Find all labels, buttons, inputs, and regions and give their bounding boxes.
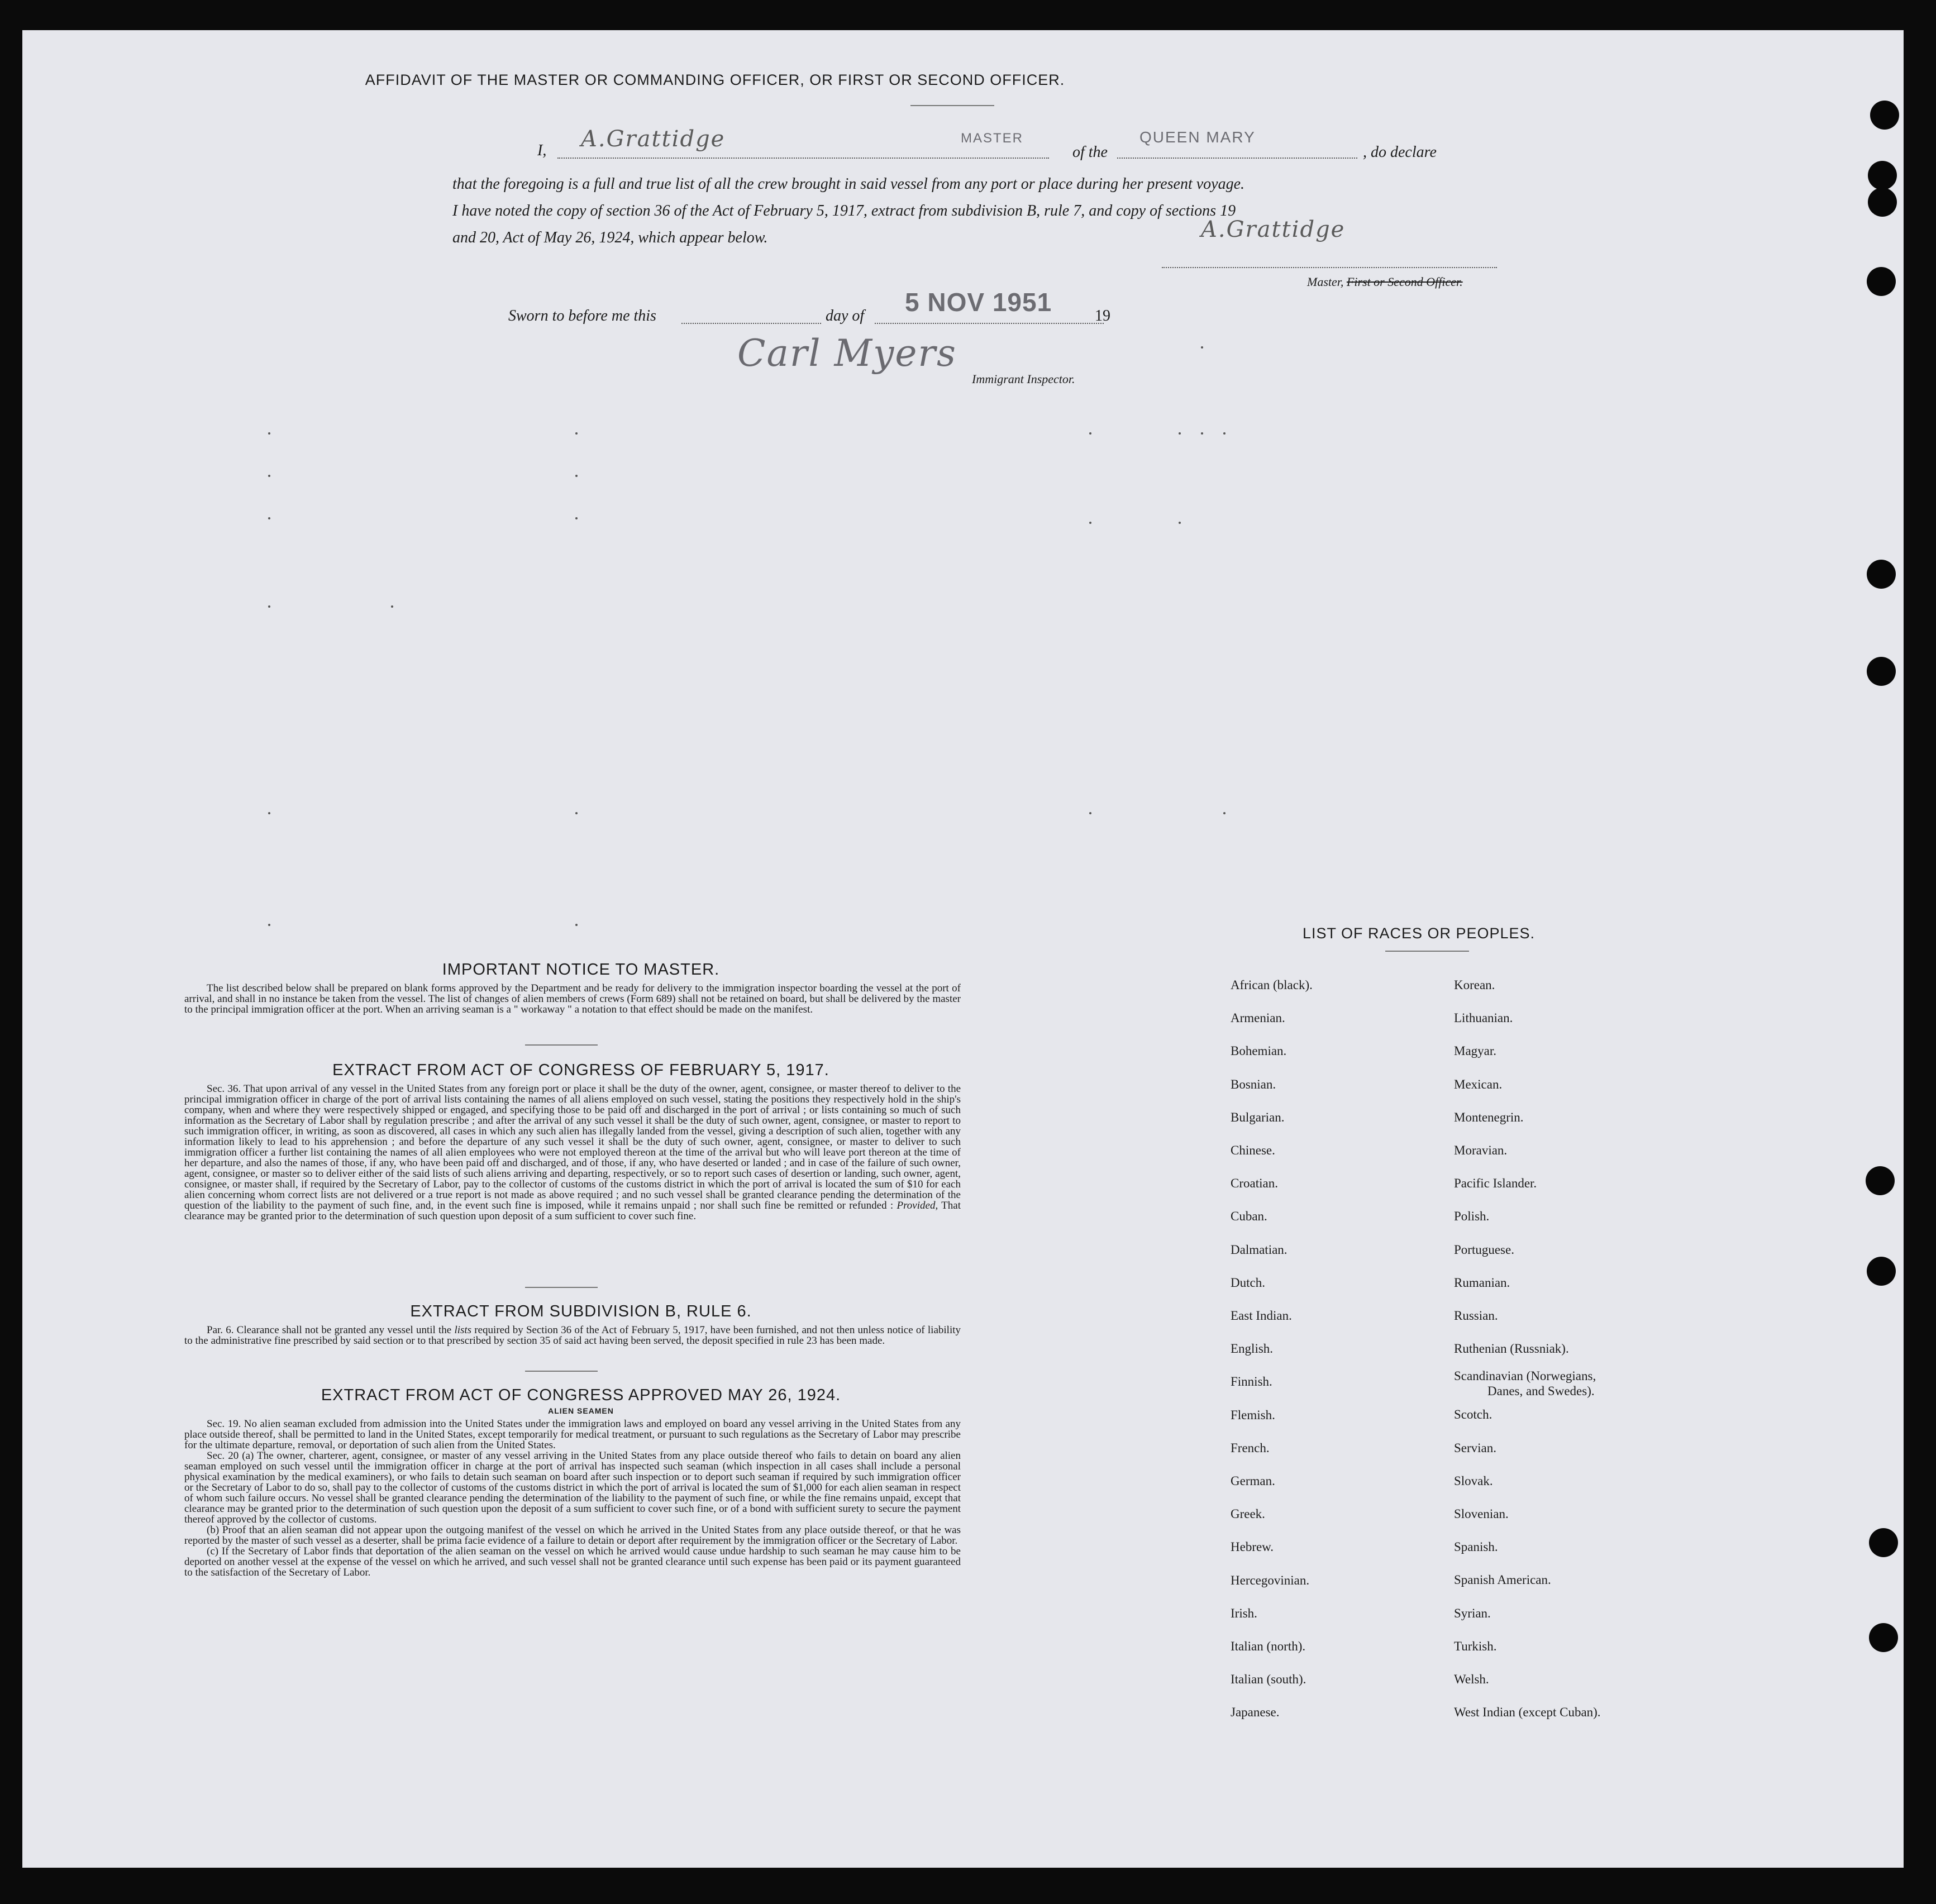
race-item: Hercegovinian.: [1231, 1573, 1310, 1587]
race-item: Polish.: [1454, 1209, 1490, 1224]
race-item: Rumanian.: [1454, 1275, 1510, 1290]
race-item: Italian (north).: [1231, 1639, 1306, 1654]
master-signature: A.Grattidge: [581, 126, 726, 152]
day-of-label: day of: [826, 307, 865, 325]
race-item: Scandinavian (Norwegians,: [1454, 1369, 1596, 1383]
affidavit-line-2: I have noted the copy of section 36 of the Act of February 5, 1917, extract from subdivision B, rule 7, and copy of sections 19: [452, 202, 1236, 219]
race-item: Irish.: [1231, 1606, 1257, 1620]
notice-title: IMPORTANT NOTICE TO MASTER.: [442, 961, 720, 979]
extract-1924-text: [184, 1419, 961, 1578]
race-item: East Indian.: [1231, 1309, 1292, 1323]
race-item: Armenian.: [1231, 1011, 1285, 1025]
i-label: I,: [537, 142, 547, 159]
punch-hole: [1869, 1528, 1898, 1557]
race-item: Flemish.: [1231, 1407, 1275, 1422]
inspector-signature: Carl Myers: [737, 332, 957, 375]
punch-hole: [1868, 188, 1897, 217]
race-item: Spanish American.: [1454, 1573, 1551, 1587]
race-item: Japanese.: [1231, 1705, 1280, 1720]
race-item: Bosnian.: [1231, 1077, 1276, 1091]
punch-hole: [1867, 560, 1896, 589]
master-signature-2: A.Grattidge: [1201, 217, 1346, 242]
race-item: English.: [1231, 1342, 1274, 1356]
sworn-label: Sworn to before me this: [508, 307, 656, 325]
race-item: Cuban.: [1231, 1209, 1267, 1224]
form-page: [22, 30, 1904, 1868]
date-stamp: 5 NOV 1951: [905, 288, 1052, 317]
race-item: Slovenian.: [1454, 1507, 1509, 1521]
notice-text: The list described below shall be prepared on blank forms approved by the Department and be ready for delivery to the immigration inspector boarding the vessel at the port of arrival, and shall in no instance be taken from the vessel. The list of changes of alien members of crews (Form 689) shall not be retained on board, but shall be delivered by the master to the principal immigration officer at the port. When an arriving seaman is a " workaway " a notation to that effect should be made on the manifest.: [184, 982, 961, 1015]
race-item: Spanish.: [1454, 1540, 1498, 1554]
punch-hole: [1867, 267, 1896, 296]
race-item: West Indian (except Cuban).: [1454, 1705, 1601, 1720]
extract-1917-title: EXTRACT FROM ACT OF CONGRESS OF FEBRUARY 5, 1917.: [332, 1061, 829, 1079]
race-item: Chinese.: [1231, 1143, 1275, 1158]
race-item: Russian.: [1454, 1309, 1498, 1323]
races-left-column: [1231, 968, 1313, 1729]
punch-hole: [1869, 1623, 1898, 1652]
race-item: Dutch.: [1231, 1275, 1265, 1290]
affidavit-line-3: and 20, Act of May 26, 1924, which appear below.: [452, 229, 768, 246]
punch-hole: [1870, 101, 1899, 130]
extract-1924-title: EXTRACT FROM ACT OF CONGRESS APPROVED MAY 26, 1924.: [321, 1386, 841, 1404]
race-item: Bulgarian.: [1231, 1110, 1285, 1124]
race-item: Magyar.: [1454, 1044, 1497, 1058]
race-item: Servian.: [1454, 1440, 1497, 1455]
affidavit-title: AFFIDAVIT OF THE MASTER OR COMMANDING OFFICER, OR FIRST OR SECOND OFFICER.: [365, 71, 1065, 88]
race-item: German.: [1231, 1474, 1275, 1488]
race-item: Croatian.: [1231, 1176, 1278, 1191]
race-item: Bohemian.: [1231, 1044, 1287, 1058]
punch-hole: [1867, 1257, 1896, 1286]
races-title: LIST OF RACES OR PEOPLES.: [1302, 925, 1536, 942]
race-item: Slovak.: [1454, 1473, 1493, 1488]
race-item: Montenegrin.: [1454, 1110, 1524, 1124]
race-item: Ruthenian (Russniak).: [1454, 1342, 1569, 1356]
rank-stamp: MASTER: [961, 131, 1024, 146]
punch-hole: [1867, 657, 1896, 686]
sec-19: Sec. 19. No alien seaman excluded from admission into the United States under the immigration laws and employed on board any vessel arriving in the United States from any place outside thereof, shall be permitted to land in the United States, except temporarily for medical treatment, or pursuant to such regulations as the Secretary of Labor may prescribe for the ultimate departure, removal, or deportation of such alien from the United States.: [184, 1418, 961, 1451]
race-item: Italian (south).: [1231, 1672, 1306, 1687]
sec-20a: Sec. 20 (a) The owner, charterer, agent, consignee, or master of any vessel arriving in the United States from any place outside thereof who fails to detain on board any alien seaman employed on such vessel until the immigration officer in charge at the port of arrival has inspected such seaman (which inspection in all cases shall include a personal physical examination by the medical examiners), or who fails to detain such seaman on board after such inspection or to deport such seaman if required by such immigration officer or the Secretary of Labor to do so, shall pay to the collector of customs of the customs district in which the port of arrival is located the sum of $1,000 for each alien seaman in respect of whom such failure occurs. No vessel shall be granted clearance pending the determination of the liability to the payment of such fine, or while the fine remains unpaid, except that clearance may be granted prior to the determination of such question upon the deposit of a sum sufficient to cover such fine, or of a bond with sufficient surety to secure the payment thereof approved by the collector of customs.: [184, 1450, 961, 1525]
extract-1917-text: Sec. 36. That upon arrival of any vessel in the United States from any foreign port or place it shall be the duty of the owner, agent, consignee, or master thereof to deliver to the principal immigration officer in charge of the port of arrival lists containing the names of all aliens employed on such vessel, stating the positions they respectively hold in the ship's company, when and where they were respectively shipped or engaged, and specifying those to be paid off and discharged in the port of arrival ; or lists containing so much of such information as the Secretary of Labor shall by regulation prescribe ; and after the arrival of any such vessel it shall be the duty of such owner, agent, consignee, or master to report to such immigration officer, in writing, as soon as discovered, all cases in which any such alien has illegally landed from the vessel, giving a description of such alien, together with any information likely to lead to his apprehension ; and before the departure of any such vessel it shall be the duty of such owner, agent, consignee, or master to deliver to such immigration officer a further list containing the names of all alien employees who were not employed thereon at the time of the arrival but who will leave port thereon at the time of her departure, and also the names of those, if any, who have been paid off and discharged, and of those, if any, who have deserted or landed ; and in case of the failure of such owner, agent, consignee, or master so to deliver either of the said lists of such aliens arriving and departing, respectively, or so to report such cases of desertion or landing, such owner, agent, consignee, or master shall, if required by the Secretary of Labor, pay to the collector of customs of the customs district in which the port of arrival is located the sum of $10 for each alien concerning whom correct lists are not delivered or a true report is not made as above required ; and no such vessel shall be granted clearance pending the determination of the question of the liability to the payment of such fine, and, in the event such fine is imposed, while it remains unpaid ; nor shall such fine be remitted or refunded : Provided, That clearance may be granted prior to the determination of such question upon deposit of a sum sufficient to cover such fine.: [184, 1083, 961, 1222]
race-item: Mexican.: [1454, 1077, 1503, 1091]
year-label: 19: [1095, 307, 1110, 325]
punch-hole: [1866, 1166, 1895, 1195]
race-item: Syrian.: [1454, 1606, 1491, 1620]
race-item: Scotch.: [1454, 1407, 1492, 1422]
affidavit-line-1: that the foregoing is a full and true list of all the crew brought in said vessel from any port or place during her present voyage.: [452, 175, 1245, 193]
affidavit-body: [452, 171, 1514, 251]
race-item: Hebrew.: [1231, 1540, 1274, 1554]
race-item: Lithuanian.: [1454, 1011, 1513, 1025]
race-item: Danes, and Swedes).: [1487, 1384, 1595, 1399]
alien-seamen-subtitle: ALIEN SEAMEN: [548, 1406, 614, 1415]
race-item: Korean.: [1454, 978, 1495, 992]
races-right-column: [1454, 968, 1601, 1729]
master-caption: Master, First or Second Officer.: [1307, 275, 1463, 289]
of-label: of the: [1072, 144, 1108, 161]
race-item: Welsh.: [1454, 1672, 1489, 1687]
sec-20c: (c) If the Secretary of Labor finds that deportation of the alien seaman on the vessel on which he arrived would cause undue hardship to such seaman he may cause him to be deported on another vessel at the expense of the vessel on which he arrived, and such vessel shall not be granted clearance until such expense has been paid or its payment guaranteed to the satisfaction of the Secretary of Labor.: [184, 1545, 961, 1578]
race-item: Dalmatian.: [1231, 1242, 1288, 1257]
rule-6-text: Par. 6. Clearance shall not be granted any vessel until the lists required by Section 36 of the Act of February 5, 1917, have been furnished, and not then unless notice of liability to the administrative fine prescribed by said section or to that prescribed by section 35 of said act having been served, the deposit specified in rule 23 has been made.: [184, 1324, 961, 1347]
race-item: French.: [1231, 1440, 1270, 1455]
punch-hole: [1868, 161, 1897, 190]
inspector-caption: Immigrant Inspector.: [972, 372, 1075, 386]
race-item: Finnish.: [1231, 1375, 1272, 1389]
race-item: Turkish.: [1454, 1639, 1497, 1653]
race-item: African (black).: [1231, 978, 1313, 992]
vessel-name-stamp: QUEEN MARY: [1139, 128, 1256, 146]
race-item: Moravian.: [1454, 1143, 1508, 1158]
race-item: Greek.: [1231, 1507, 1265, 1521]
rule-6-title: EXTRACT FROM SUBDIVISION B, RULE 6.: [410, 1302, 752, 1320]
sec-20b: (b) Proof that an alien seaman did not appear upon the outgoing manifest of the vessel on which he arrived in the United States from any place outside thereof, or that he was reported by the master of such vessel as a deserter, shall be prima facie evidence of a failure to detain or deport after requirement by the immigration officer or the Secretary of Labor.: [184, 1524, 961, 1547]
declare-label: , do declare: [1363, 144, 1437, 161]
race-item: Portuguese.: [1454, 1242, 1514, 1257]
race-item: Pacific Islander.: [1454, 1176, 1537, 1191]
